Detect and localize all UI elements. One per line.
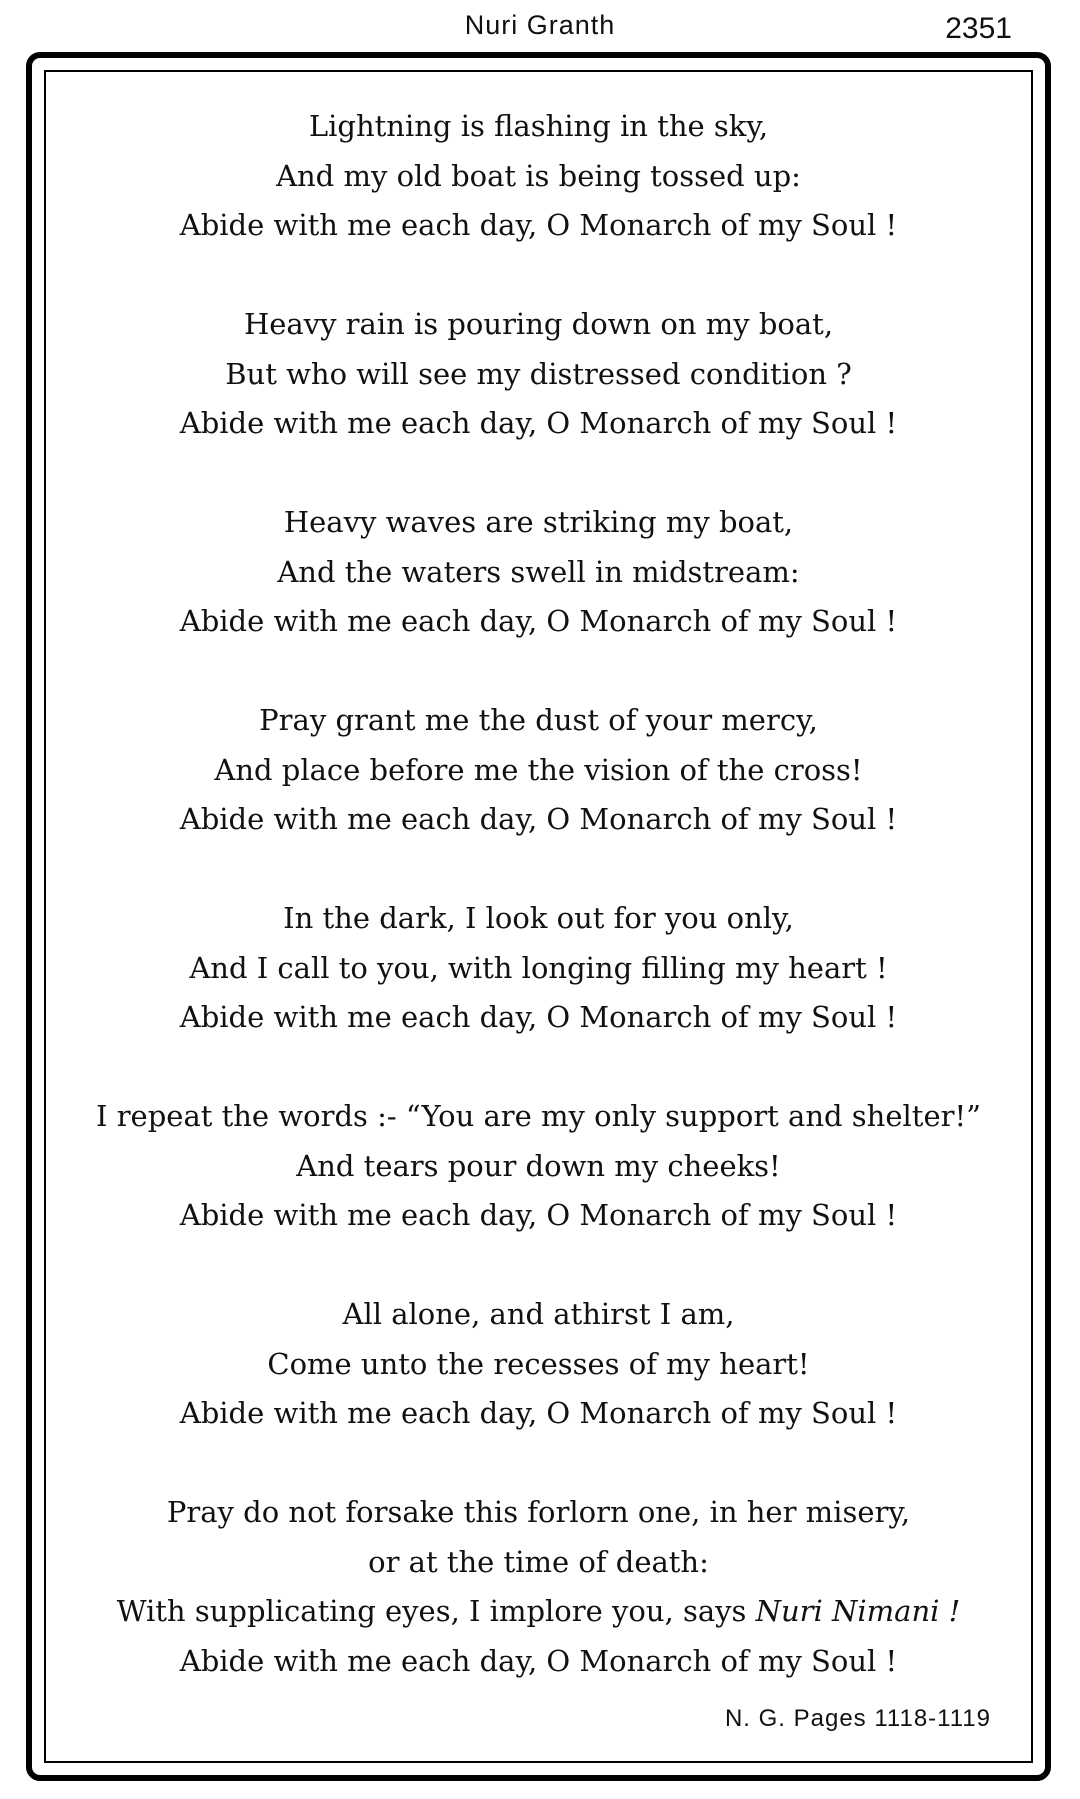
- poem-line: But who will see my distressed condition ?: [225, 356, 852, 391]
- poem-line: And place before me the vision of the cross!: [214, 752, 863, 787]
- poem-line: And tears pour down my cheeks!: [296, 1148, 781, 1183]
- poem-line: And my old boat is being tossed up:: [276, 158, 801, 193]
- poem-line: Heavy waves are striking my boat,: [283, 505, 794, 539]
- refrain-line: Abide with me each day, O Monarch of my Soul !: [179, 1396, 898, 1430]
- poem-line: And the waters swell in midstream:: [277, 554, 800, 589]
- refrain-line: Abide with me each day, O Monarch of my Soul !: [179, 1643, 898, 1678]
- stanza-2: [46, 300, 1031, 449]
- stanza-7: [46, 1290, 1031, 1439]
- poem-line: Pray grant me the dust of your mercy,: [259, 703, 818, 737]
- poet-name: Nuri Nimani !: [755, 1594, 961, 1628]
- signature-line-text: With supplicating eyes, I implore you, says: [116, 1594, 756, 1628]
- poem-line: or at the time of death:: [368, 1544, 709, 1579]
- poem-line: And I call to you, with longing filling my heart !: [189, 950, 888, 985]
- poem-line: Come unto the recesses of my heart!: [267, 1346, 810, 1381]
- book-title: Nuri Granth: [464, 10, 616, 40]
- running-head: [0, 8, 1080, 48]
- refrain-line: Abide with me each day, O Monarch of my Soul !: [179, 406, 898, 440]
- refrain-line: Abide with me each day, O Monarch of my Soul !: [179, 802, 898, 836]
- inner-frame: [44, 70, 1033, 1763]
- page-number: 2351: [945, 12, 1012, 45]
- signature-line: [46, 1587, 1031, 1637]
- refrain-line: Abide with me each day, O Monarch of my Soul !: [179, 604, 898, 638]
- stanza-1: [46, 102, 1031, 251]
- page-citation: N. G. Pages 1118-1119: [724, 1705, 991, 1732]
- poem-line: Lightning is flashing in the sky,: [308, 109, 769, 143]
- poem-line: All alone, and athirst I am,: [342, 1297, 735, 1331]
- stanza-3: [46, 498, 1031, 647]
- poem-line: In the dark, I look out for you only,: [283, 901, 794, 935]
- poem: [46, 102, 1031, 1736]
- poem-line: Heavy rain is pouring down on my boat,: [243, 307, 834, 341]
- poem-line: I repeat the words :- “You are my only support and shelter!”: [96, 1099, 981, 1133]
- stanza-5: [46, 894, 1031, 1043]
- stanza-8: [46, 1488, 1031, 1686]
- stanza-4: [46, 696, 1031, 845]
- page-frame: [26, 52, 1051, 1781]
- refrain-line: Abide with me each day, O Monarch of my Soul !: [179, 1000, 898, 1034]
- poem-line: Pray do not forsake this forlorn one, in her misery,: [166, 1495, 911, 1529]
- refrain-line: Abide with me each day, O Monarch of my Soul !: [179, 1198, 898, 1232]
- refrain-line: Abide with me each day, O Monarch of my Soul !: [179, 208, 898, 242]
- stanza-6: [46, 1092, 1031, 1241]
